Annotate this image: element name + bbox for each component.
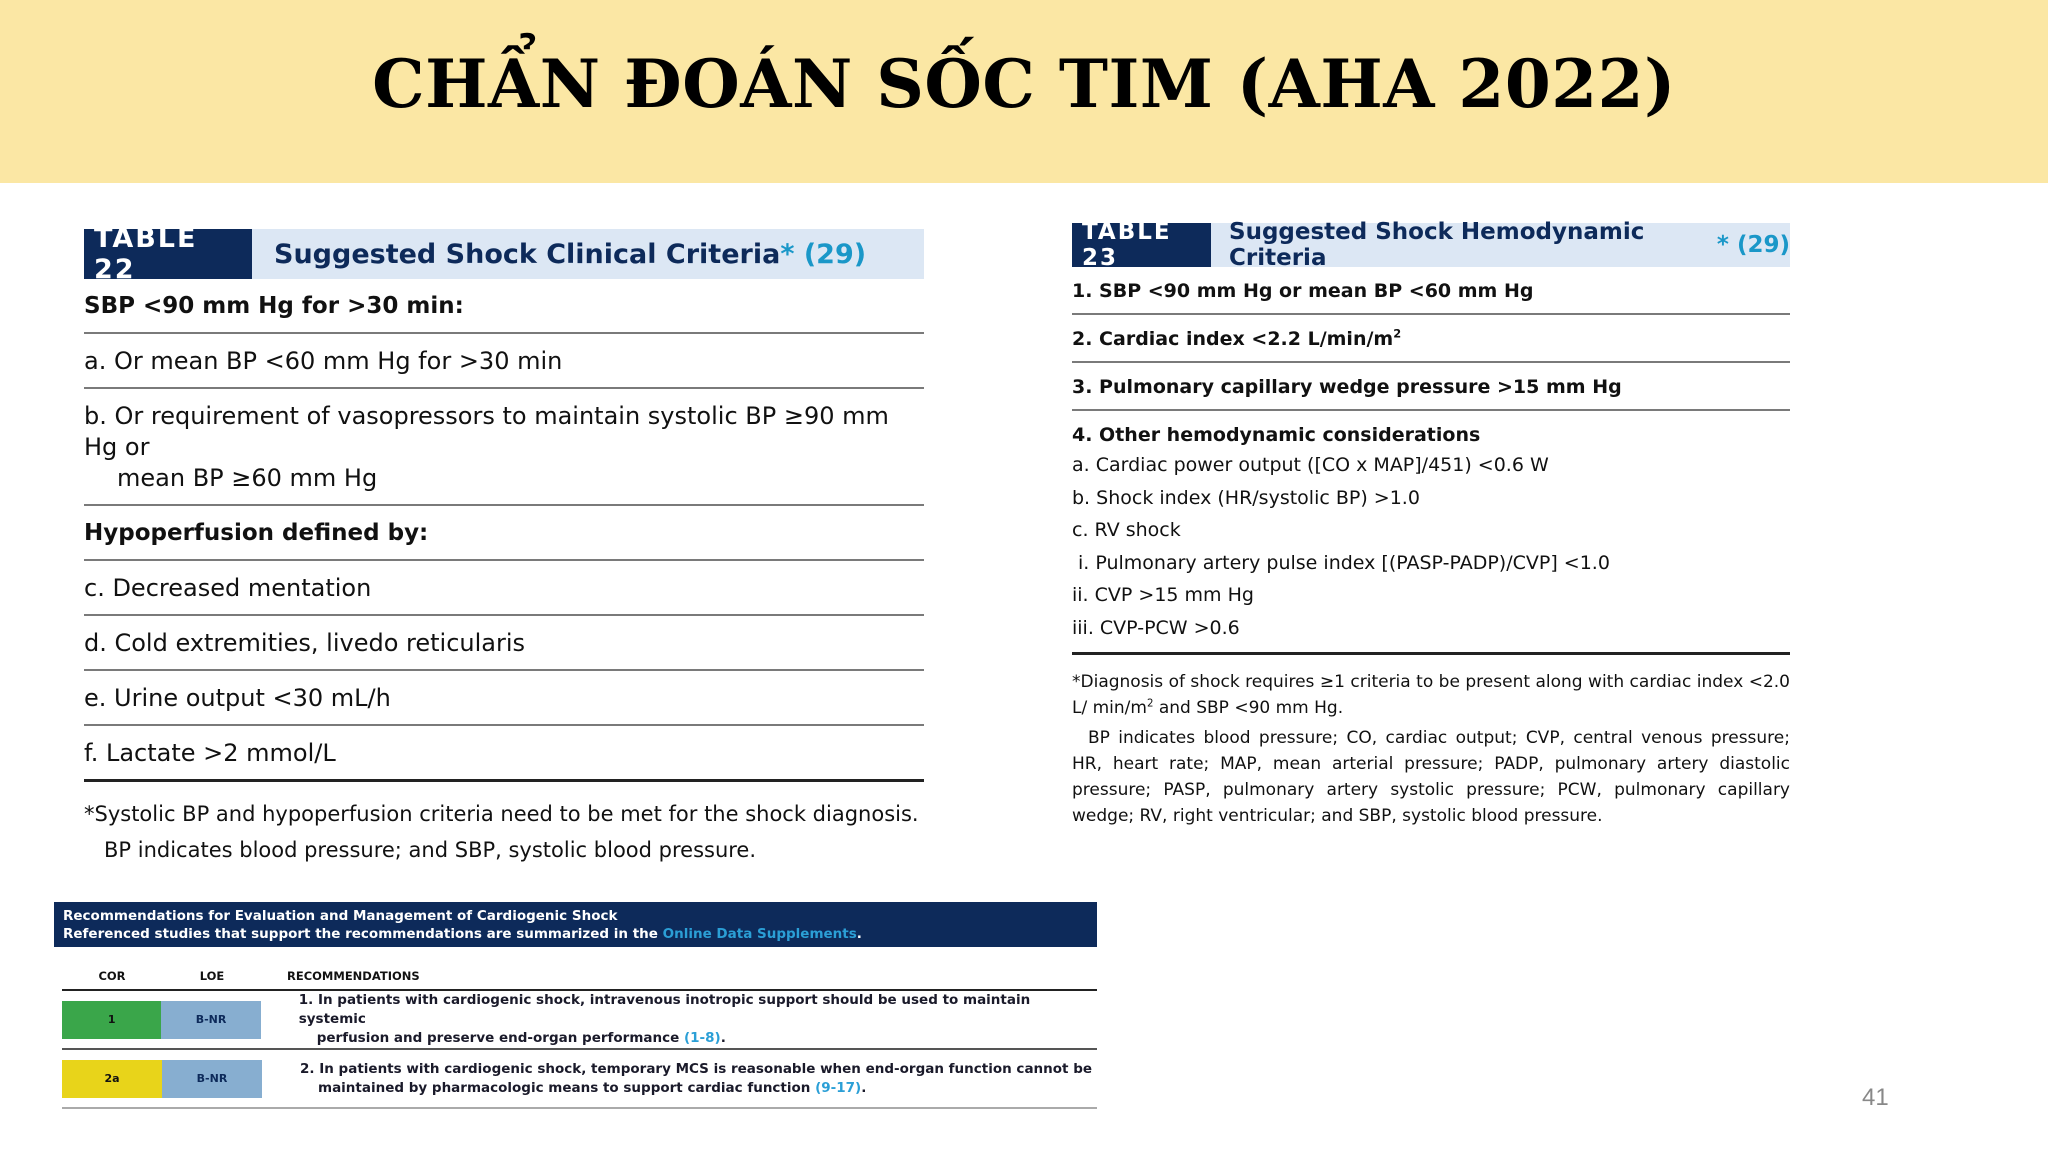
table-23-item-2-sup: 2 — [1393, 326, 1402, 341]
table-23-sub-a: a. Cardiac power output ([CO x MAP]/451) <0.6 W — [1072, 454, 1549, 476]
recommendations-column-headers — [62, 947, 1097, 991]
recommendation-text-line2 — [299, 1029, 1097, 1048]
table-23-note2: BP indicates blood pressure; CO, cardiac output; CVP, central venous pressure; HR, heart rate; MAP, mean arterial pressure; PADP, pulmonary artery diastolic pressure; PASP, pulmonary artery systolic pressure; PCW, pulmonary capillary wedge; RV, right ventricular; and SBP, systolic blood pressure. — [1072, 728, 1790, 826]
table-23-sub-b: b. Shock index (HR/systolic BP) >1.0 — [1072, 486, 1420, 509]
table-23-footnote — [1072, 669, 1790, 829]
table-23-item-2-text: 2. Cardiac index <2.2 L/min/m — [1072, 328, 1394, 350]
recommendation-text-line1: 2. In patients with cardiogenic shock, temporary MCS is reasonable when end-organ function cannot be — [300, 1060, 1093, 1077]
column-cor: COR — [98, 969, 126, 983]
recommendations-header-line2 — [63, 925, 1088, 943]
recommendations-table — [54, 902, 1097, 1109]
recommendations-header-line2-end: . — [856, 926, 862, 942]
loe-cell: B-NR — [161, 1001, 260, 1039]
table-22-item-a: a. Or mean BP <60 mm Hg for >30 min — [84, 334, 924, 389]
recommendation-ref-link[interactable]: (9-17) — [815, 1079, 862, 1096]
table-23-item-2 — [1072, 315, 1790, 363]
recommendation-text-line1: 1. In patients with cardiogenic shock, intravenous inotropic support should be used to maintain systemic — [298, 992, 1031, 1027]
table-22 — [84, 223, 924, 868]
column-recommendations: RECOMMENDATIONS — [287, 969, 420, 983]
table-23-note1-sup: 2 — [1146, 698, 1154, 710]
table-22-title — [252, 229, 866, 279]
table-22-note1: *Systolic BP and hypoperfusion criteria need to be met for the shock diagnosis. — [84, 802, 919, 826]
table-22-tag: TABLE 22 — [84, 229, 252, 279]
table-22-item-e: e. Urine output <30 mL/h — [84, 671, 924, 726]
table-22-item-b-line2: mean BP ≥60 mm Hg — [117, 464, 378, 492]
table-23-sub-c: c. RV shock — [1072, 519, 1181, 541]
table-22-item-c: c. Decreased mentation — [84, 561, 924, 616]
online-data-supplements-link[interactable]: Online Data Supplements — [662, 926, 857, 942]
table-23-item-1: 1. SBP <90 mm Hg or mean BP <60 mm Hg — [1072, 267, 1790, 315]
page-title: CHẨN ĐOÁN SỐC TIM (AHA 2022) — [372, 45, 1676, 123]
table-23-note1 — [1072, 672, 1790, 718]
recommendations-header-line1: Recommendations for Evaluation and Management of Cardiogenic Shock — [63, 908, 618, 924]
table-23-star: * — [1716, 232, 1729, 258]
table-23-heading: Suggested Shock Hemodynamic Criteria — [1229, 219, 1645, 271]
table-22-item-b — [84, 389, 924, 506]
table-22-item-b-line1: b. Or requirement of vasopressors to maintain systolic BP ≥90 mm Hg or — [84, 402, 889, 461]
table-22-header — [84, 223, 924, 285]
table-22-footnote — [84, 796, 924, 868]
table-23-note1-a: *Diagnosis of shock requires ≥1 criteria to be present along with cardiac index <2.0 L/ min/m — [1072, 672, 1790, 718]
page-number: 41 — [1862, 1084, 1889, 1111]
recommendation-text-line2 — [300, 1079, 1092, 1098]
table-23-ref: (29) — [1736, 232, 1790, 258]
recommendation-row-2 — [62, 1050, 1097, 1109]
table-23-header — [1072, 219, 1790, 271]
table-23 — [1072, 219, 1790, 829]
column-loe: LOE — [199, 969, 225, 983]
recommendation-text-line2-text: perfusion and preserve end-organ performance — [316, 1030, 684, 1046]
table-22-star: * — [780, 238, 795, 270]
table-23-item-4-heading: 4. Other hemodynamic considerations — [1072, 424, 1481, 446]
table-23-sub-ii: ii. CVP >15 mm Hg — [1072, 584, 1254, 606]
recommendation-row-1 — [62, 991, 1097, 1050]
recommendation-text-end: . — [720, 1030, 726, 1046]
table-23-tag: TABLE 23 — [1072, 223, 1211, 267]
recommendations-header — [54, 902, 1097, 947]
recommendation-text-line2-text: maintained by pharmacologic means to support cardiac function — [318, 1079, 816, 1096]
table-22-note2: BP indicates blood pressure; and SBP, systolic blood pressure. — [104, 838, 757, 862]
table-23-item-3: 3. Pulmonary capillary wedge pressure >15 mm Hg — [1072, 363, 1790, 411]
table-22-section-hypoperfusion: Hypoperfusion defined by: — [84, 506, 924, 561]
table-23-title — [1211, 219, 1790, 271]
cor-cell: 1 — [62, 1001, 161, 1039]
recommendation-text-end: . — [861, 1079, 867, 1096]
loe-cell: B-NR — [162, 1060, 262, 1098]
table-23-note1-b: and SBP <90 mm Hg. — [1153, 698, 1344, 718]
table-23-item-4 — [1072, 411, 1790, 655]
table-22-heading: Suggested Shock Clinical Criteria — [274, 238, 781, 270]
recommendation-text — [261, 991, 1097, 1048]
recommendation-text — [262, 1060, 1092, 1098]
table-22-item-f: f. Lactate >2 mmol/L — [84, 726, 924, 782]
table-23-sub-i: i. Pulmonary artery pulse index [(PASP-PADP)/CVP] <1.0 — [1078, 551, 1610, 574]
cor-cell: 2a — [62, 1060, 162, 1098]
recommendations-header-line2-text: Referenced studies that support the recommendations are summarized in the — [63, 926, 663, 942]
recommendation-ref-link[interactable]: (1-8) — [683, 1030, 721, 1046]
table-22-ref: (29) — [803, 238, 867, 270]
table-23-sub-iii: iii. CVP-PCW >0.6 — [1072, 616, 1240, 639]
table-22-section-sbp: SBP <90 mm Hg for >30 min: — [84, 279, 924, 334]
table-22-item-d: d. Cold extremities, livedo reticularis — [84, 616, 924, 671]
